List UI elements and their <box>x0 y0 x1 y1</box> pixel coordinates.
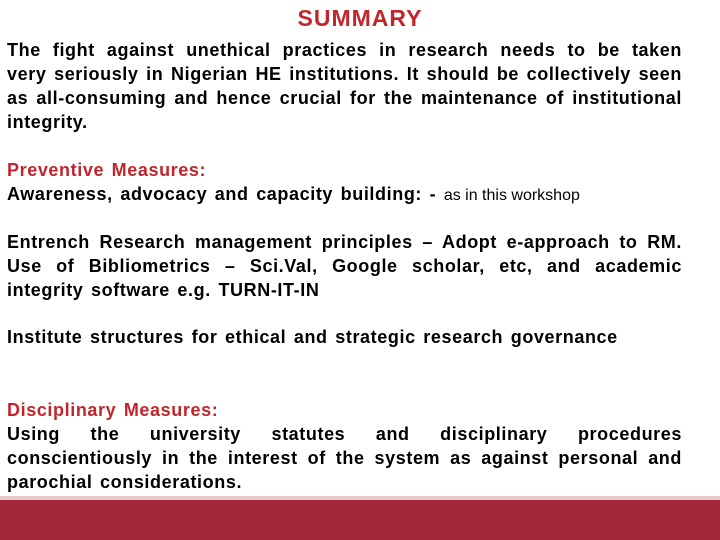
entrench-paragraph: Entrench Research management principles – Adopt e-approach to RM. Use of Bibliometrics – Sci.Val, Google scholar, etc, and academic integrity software e.g. TURN-IT-IN <box>7 232 682 300</box>
preventive-note: as in this workshop <box>443 187 580 204</box>
preventive-text: Awareness, advocacy and capacity building: - <box>7 184 437 204</box>
preventive-section <box>7 158 682 208</box>
disciplinary-text: Using the university statutes and disciplinary procedures conscientiously in the interest of the system as against personal and parochial considerations. <box>7 424 682 492</box>
preventive-heading: Preventive Measures: <box>7 160 207 180</box>
slide-title: SUMMARY <box>297 5 423 31</box>
institute-paragraph: Institute structures for ethical and strategic research governance <box>7 327 618 347</box>
disciplinary-heading: Disciplinary Measures: <box>7 400 219 420</box>
intro-paragraph: The fight against unethical practices in research needs to be taken very seriously in Nigerian HE institutions. It should be collectively seen as all-consuming and hence crucial for the maintenance of institutional integrity. <box>7 40 682 132</box>
footer-bar <box>0 500 720 540</box>
preventive-line <box>7 182 682 208</box>
disciplinary-section <box>7 398 682 494</box>
